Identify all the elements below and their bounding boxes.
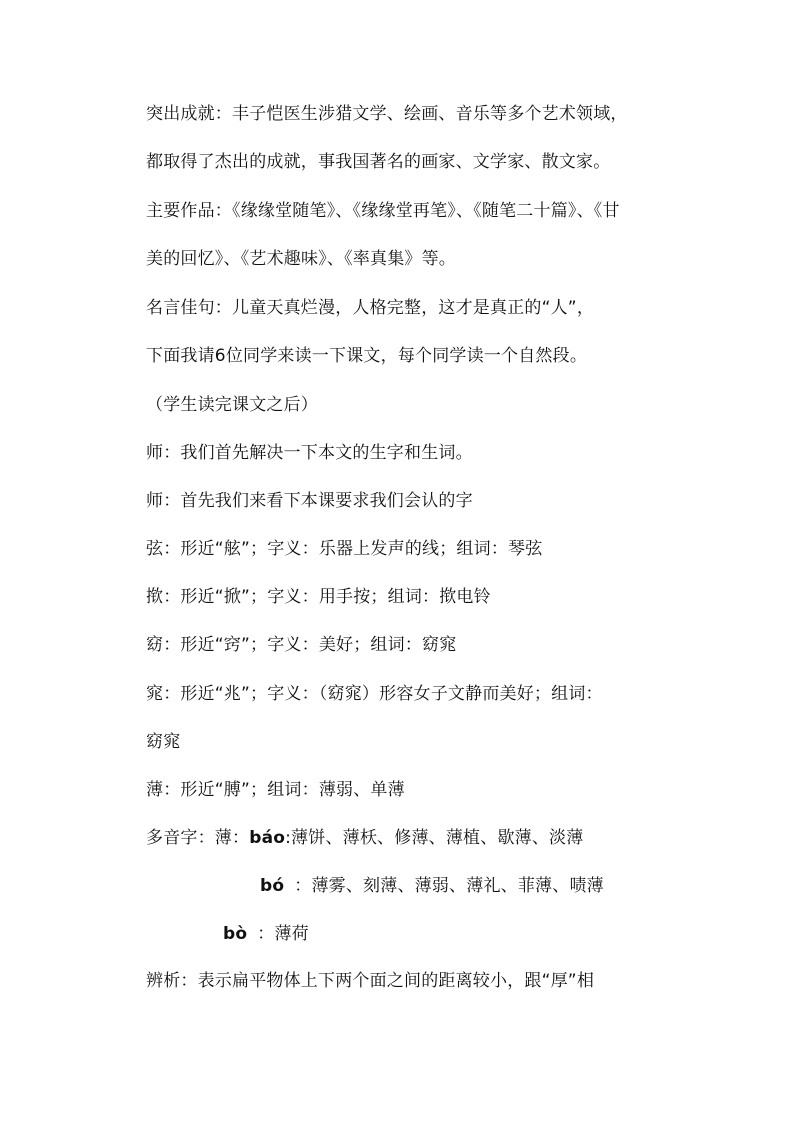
text-line-achievement: 突出成就：丰子恺医生涉猎文学、绘画、音乐等多个艺术领域， [146,104,628,124]
text-line-works-cont: 美的回忆》、《艺术趣味》、《率真集》等。 [146,249,456,269]
polyphone-bo4-words: ：薄荷 [257,924,309,944]
text-line-char-tiao-cont: 窈窕 [146,732,181,752]
polyphone-bo2-words: ：薄雾、刻薄、薄弱、薄礼、菲薄、啧薄 [294,876,604,896]
text-line-reading-instruction: 下面我请6位同学来读一下课文，每个同学读一个自然段。 [146,346,588,366]
text-line-teacher-2: 师：首先我们来看下本课要求我们会认的字 [146,491,473,511]
polyphone-line-bo4 [223,922,309,946]
polyphone-bao-words: :薄饼、薄枖、修薄、薄植、歇薄、淡薄 [285,828,584,848]
polyphone-line-bao [146,826,583,850]
text-line-char-bao: 薄：形近“膊”；组词：薄弱、单薄 [146,780,405,800]
text-line-teacher-1: 师：我们首先解决一下本文的生字和生词。 [146,443,473,463]
text-line-quote: 名言佳句：儿童天真烂漫，人格完整，这才是真正的“人”， [146,298,595,318]
text-line-char-tiao: 窕：形近“兆”；字义：（窈窕）形容女子文静而美好；组词： [146,684,603,704]
text-line-achievement-cont: 都取得了杰出的成就，事我国著名的画家、文学家、散文家。 [146,152,611,172]
text-line-char-xian: 弦：形近“舷”；字义：乐器上发声的线；组词：琴弦 [146,539,543,559]
pinyin-bo4: bò [223,924,248,944]
pinyin-bao: báo [249,828,286,848]
pinyin-bo2: bó [260,876,285,896]
polyphone-line-bo2 [260,874,604,898]
text-line-char-yao: 窈：形近“窍”；字义：美好；组词：窈窕 [146,635,457,655]
text-line-stage-note: （学生读完课文之后） [146,395,318,415]
polyphone-prefix: 多音字：薄： [146,828,250,848]
text-line-char-qin: 揿：形近“掀”；字义：用手按；组词：揿电铃 [146,587,491,607]
text-line-analysis: 辨析：表示扁平物体上下两个面之间的距离较小，跟“厚”相 [146,971,595,991]
text-line-works: 主要作品：《缘缘堂随笔》、《缘缘堂再笔》、《随笔二十篇》、《甘 [146,201,620,221]
